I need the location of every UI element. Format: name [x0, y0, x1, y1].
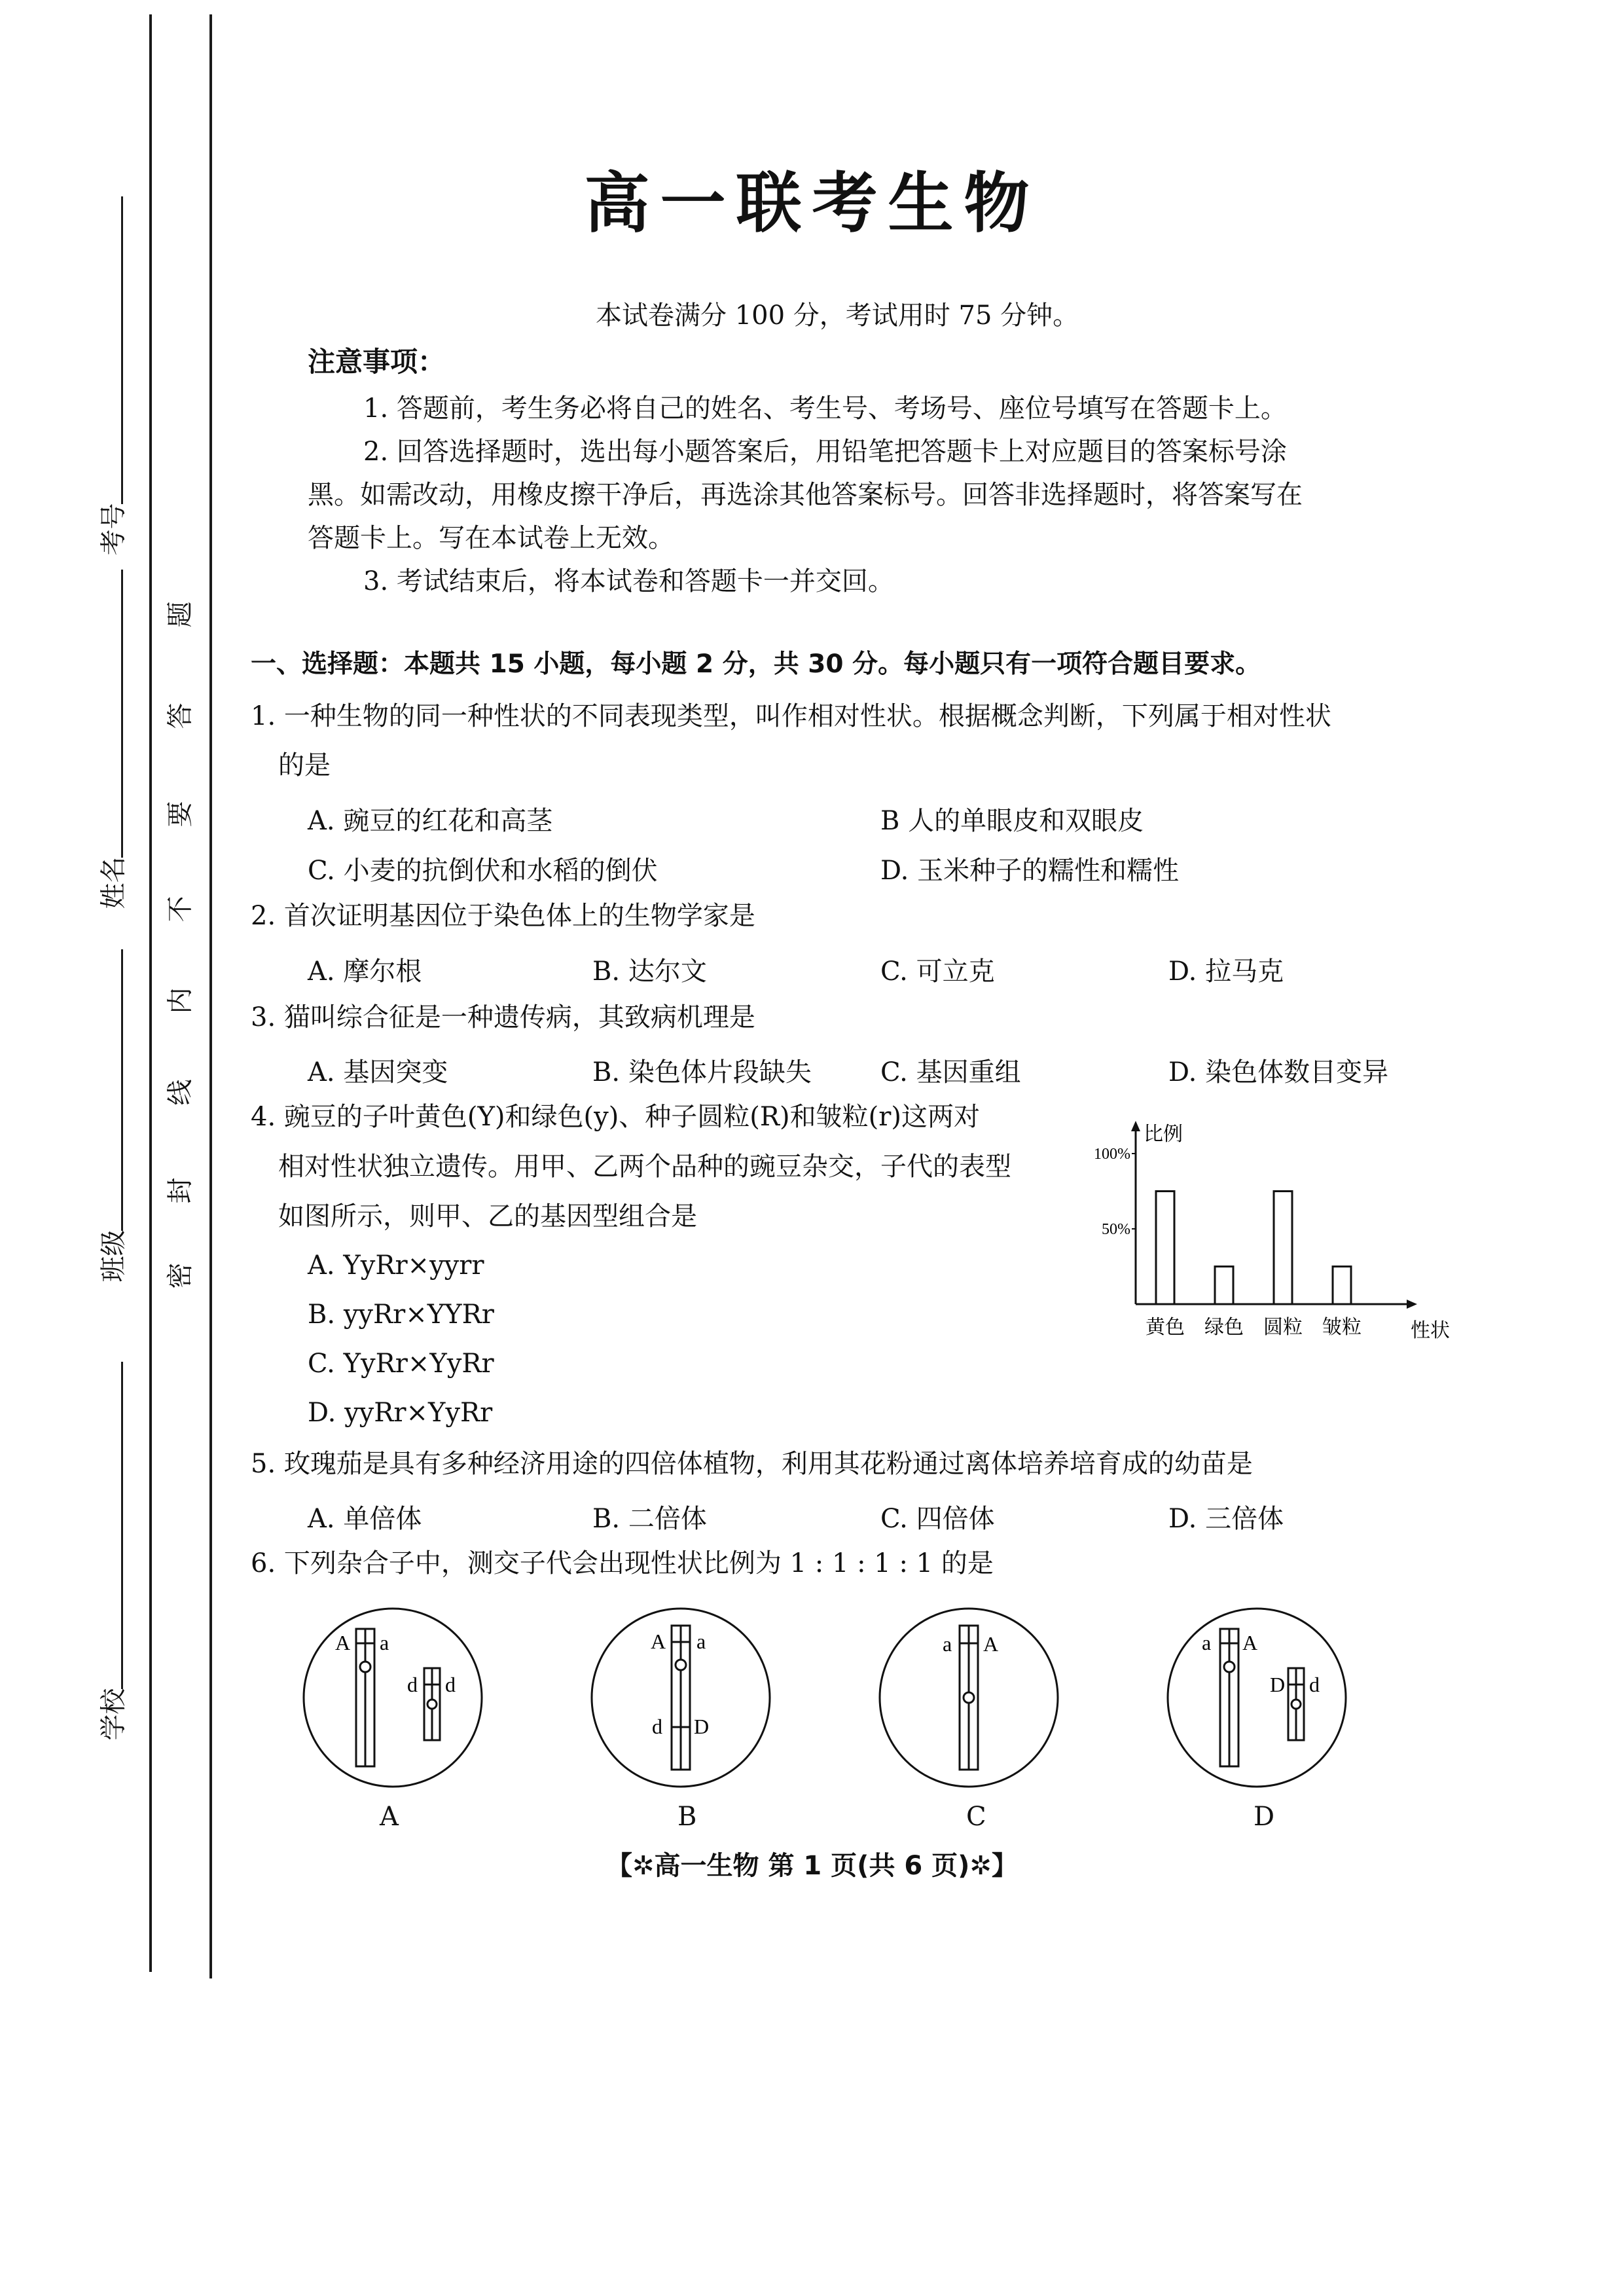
- exam-info: 本试卷满分 100 分，考试用时 75 分钟。: [596, 301, 1079, 331]
- school-underline: [121, 1362, 123, 1689]
- gene-label: d: [445, 1673, 456, 1696]
- seal-char: 封: [165, 1177, 196, 1204]
- option-c[interactable]: C. 可立克: [880, 957, 995, 987]
- seal-char: 密: [165, 1262, 196, 1289]
- school-label: 学校: [98, 1688, 129, 1741]
- question-stem: 3. 猫叫综合征是一种遗传病，其致病机理是: [251, 1002, 755, 1032]
- gene-label: d: [652, 1715, 662, 1738]
- gene-label: a: [696, 1630, 706, 1653]
- notice-line: 答题卡上。写在本试卷上无效。: [308, 523, 674, 553]
- gene-label: a: [380, 1631, 389, 1654]
- section-heading: 一、选择题：本题共 15 小题，每小题 2 分，共 30 分。每小题只有一项符合题目要求。: [251, 649, 1261, 679]
- seal-char: 内: [165, 987, 196, 1014]
- cell-label: A: [380, 1802, 399, 1832]
- name-label: 姓名: [98, 856, 129, 909]
- gene-label: D: [694, 1715, 710, 1738]
- class-field[interactable]: [85, 949, 137, 1303]
- option-c[interactable]: C. YyRr×YyRr: [308, 1349, 494, 1379]
- option-c[interactable]: C. 四倍体: [880, 1504, 995, 1534]
- option-b[interactable]: B. yyRr×YYRr: [308, 1300, 494, 1330]
- gene-label: A: [1242, 1631, 1258, 1654]
- class-label: 班级: [98, 1230, 129, 1283]
- page-footer: 【✲高一生物 第 1 页(共 6 页)✲】: [606, 1851, 1018, 1881]
- bar: [1215, 1267, 1233, 1305]
- margin-line-right: [209, 14, 212, 1978]
- option-b[interactable]: B. 二倍体: [592, 1504, 707, 1534]
- cell-label: B: [677, 1802, 697, 1832]
- page-title: 高一联考生物: [584, 165, 1040, 242]
- x-tick-label: 黄色: [1146, 1316, 1185, 1339]
- notice-title: 注意事项：: [308, 346, 446, 378]
- question-stem: 6. 下列杂合子中，测交子代会出现性状比例为 1 : 1 : 1 : 1 的是: [251, 1548, 994, 1578]
- x-axis-arrow: [1407, 1300, 1417, 1309]
- gene-label: d: [1309, 1673, 1320, 1696]
- option-c[interactable]: C. 基因重组: [880, 1057, 1021, 1087]
- option-d[interactable]: D. 拉马克: [1168, 957, 1284, 987]
- option-a[interactable]: A. 豌豆的红花和高茎: [308, 806, 553, 836]
- seal-char: 要: [165, 801, 196, 828]
- cell-label: C: [966, 1802, 986, 1832]
- option-a[interactable]: A. YyRr×yyrr: [308, 1250, 484, 1281]
- y-axis-label: 比例: [1144, 1123, 1183, 1146]
- gene-label: a: [1202, 1631, 1212, 1654]
- option-d[interactable]: D. 三倍体: [1168, 1504, 1284, 1534]
- option-d[interactable]: D. yyRr×YyRr: [308, 1398, 493, 1428]
- cell-diagram-a[interactable]: [301, 1603, 491, 1799]
- option-d[interactable]: D. 染色体数目变异: [1168, 1057, 1389, 1087]
- notice-line: 1. 答题前，考生务必将自己的姓名、考生号、考场号、座位号填写在答题卡上。: [363, 393, 1287, 424]
- question-stem: 相对性状独立遗传。用甲、乙两个品种的豌豆杂交，子代的表型: [278, 1152, 1011, 1182]
- gene-label: A: [983, 1632, 999, 1656]
- class-underline: [121, 949, 123, 1231]
- option-c[interactable]: C. 小麦的抗倒伏和水稻的倒伏: [308, 856, 658, 886]
- bar: [1156, 1192, 1174, 1305]
- cell-diagram-b[interactable]: [589, 1603, 779, 1799]
- notice-line: 3. 考试结束后，将本试卷和答题卡一并交回。: [363, 566, 894, 596]
- question-stem: 1. 一种生物的同一种性状的不同表现类型，叫作相对性状。根据概念判断，下列属于相对性状: [251, 701, 1331, 731]
- notice-line: 2. 回答选择题时，选出每小题答案后，用铅笔把答题卡上对应题目的答案标号涂: [363, 437, 1287, 467]
- gene-label: D: [1270, 1673, 1286, 1696]
- gene-label: d: [407, 1673, 418, 1696]
- option-b[interactable]: B. 达尔文: [592, 957, 707, 987]
- x-axis-label: 性状: [1411, 1319, 1450, 1342]
- seal-char: 题: [165, 601, 196, 628]
- bar: [1274, 1192, 1292, 1305]
- school-field[interactable]: [85, 1362, 137, 1755]
- cell-diagram-d[interactable]: [1165, 1603, 1355, 1799]
- option-b[interactable]: B 人的单眼皮和双眼皮: [880, 806, 1144, 836]
- margin-line-left: [149, 14, 152, 1972]
- x-tick-label: 绿色: [1204, 1316, 1244, 1339]
- x-tick-label: 皱粒: [1322, 1316, 1362, 1339]
- gene-label: A: [651, 1630, 666, 1653]
- exam-number-field[interactable]: [85, 196, 137, 556]
- bar: [1333, 1267, 1351, 1305]
- name-underline: [121, 570, 123, 858]
- option-b[interactable]: B. 染色体片段缺失: [592, 1057, 812, 1087]
- question-stem: 的是: [278, 750, 331, 780]
- gene-label: A: [335, 1631, 351, 1654]
- question-stem: 4. 豌豆的子叶黄色(Y)和绿色(y)、种子圆粒(R)和皱粒(r)这两对: [251, 1102, 980, 1132]
- notice-line: 黑。如需改动，用橡皮擦干净后，再选涂其他答案标号。回答非选择题时，将答案写在: [308, 480, 1303, 510]
- option-a[interactable]: A. 单倍体: [308, 1504, 422, 1534]
- x-tick-label: 圆粒: [1263, 1316, 1303, 1339]
- seal-char: 答: [165, 702, 196, 729]
- name-field[interactable]: [85, 570, 137, 923]
- exam-number-label: 考号: [98, 503, 129, 556]
- y-tick-label: 50%: [1102, 1221, 1130, 1238]
- cell-label: D: [1254, 1802, 1275, 1832]
- option-a[interactable]: A. 摩尔根: [308, 957, 422, 987]
- y-axis-arrow: [1131, 1121, 1140, 1131]
- option-d[interactable]: D. 玉米种子的糯性和糯性: [880, 856, 1180, 886]
- gene-label: a: [943, 1632, 952, 1656]
- seal-char: 不: [165, 896, 196, 922]
- option-a[interactable]: A. 基因突变: [308, 1057, 448, 1087]
- question-stem: 如图所示，则甲、乙的基因型组合是: [278, 1201, 697, 1231]
- question-stem: 5. 玫瑰茄是具有多种经济用途的四倍体植物，利用其花粉通过离体培养培育成的幼苗是: [251, 1449, 1253, 1479]
- y-tick-label: 100%: [1094, 1146, 1130, 1163]
- question-stem: 2. 首次证明基因位于染色体上的生物学家是: [251, 901, 755, 931]
- seal-char: 线: [165, 1079, 196, 1106]
- cell-diagram-c[interactable]: [877, 1603, 1067, 1799]
- phenotype-bar-chart: [1074, 1087, 1450, 1349]
